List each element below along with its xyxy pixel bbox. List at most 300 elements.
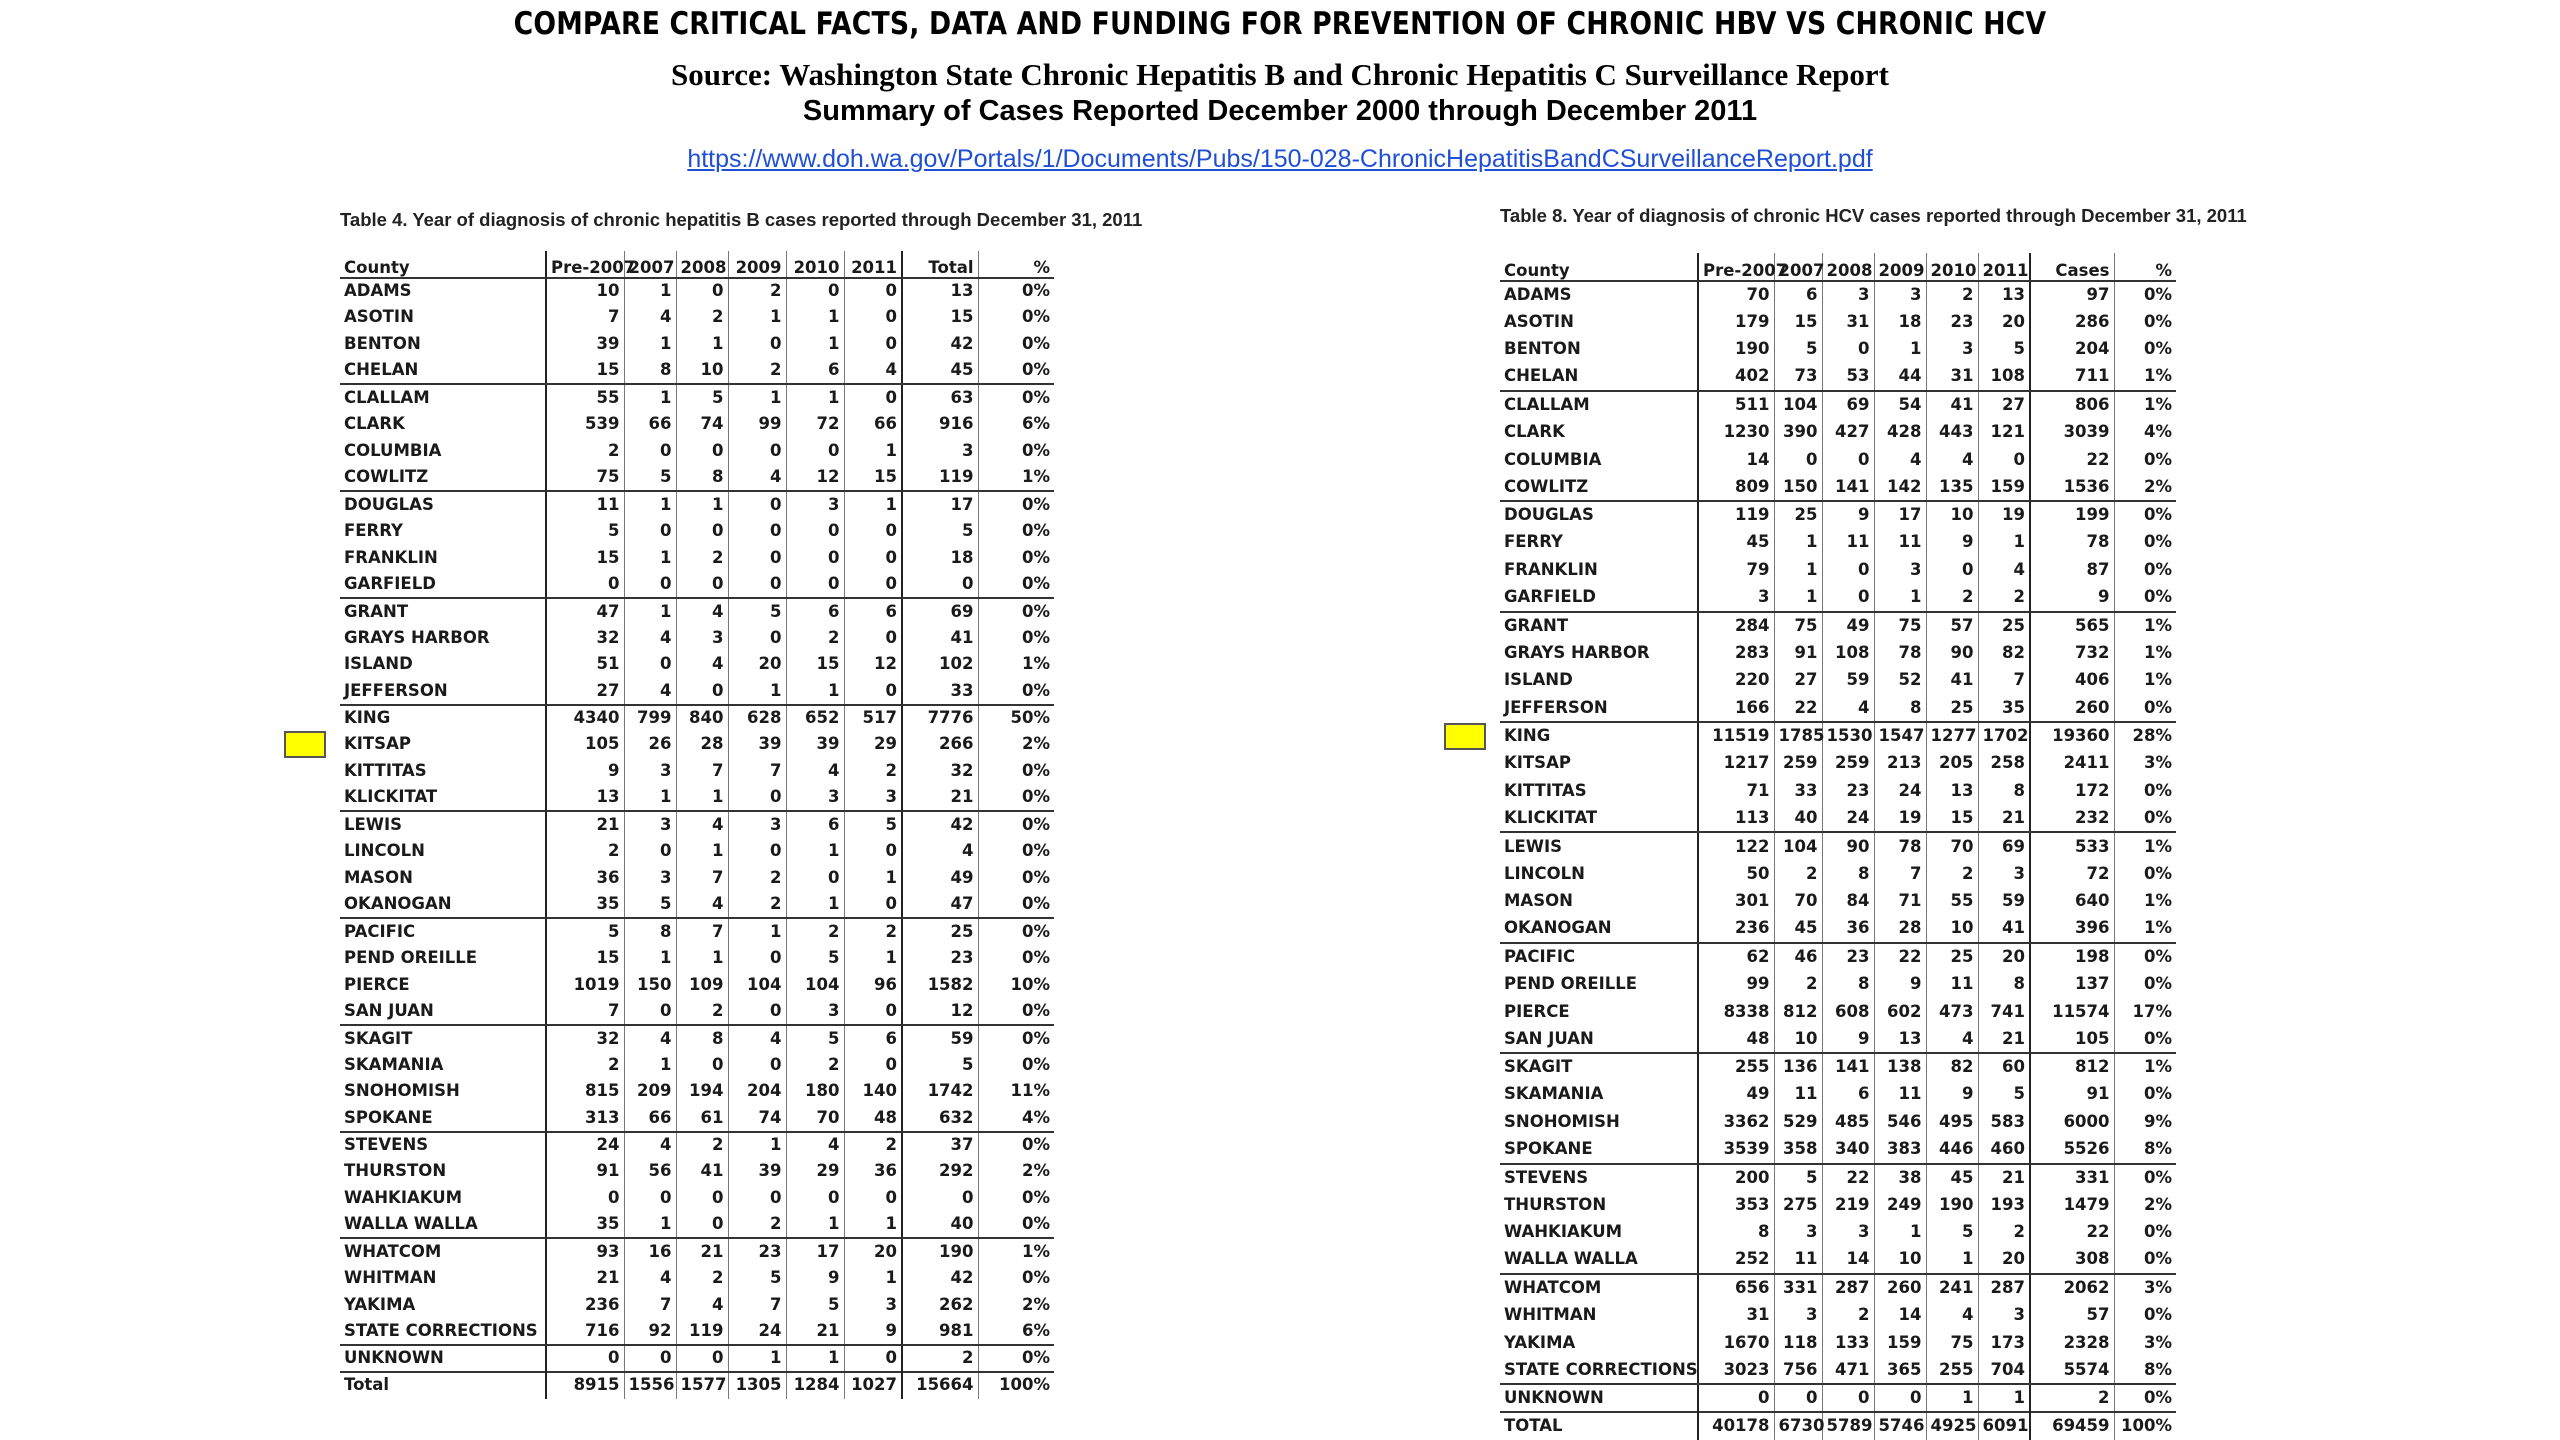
value-cell: 38 bbox=[1874, 1164, 1926, 1192]
value-cell: 96 bbox=[844, 972, 902, 999]
value-cell: 0% bbox=[978, 945, 1054, 972]
table-row bbox=[1500, 584, 2176, 612]
county-name-cell: UNKNOWN bbox=[1504, 1387, 1604, 1407]
value-cell: 1 bbox=[786, 838, 844, 865]
table-row bbox=[340, 838, 1054, 865]
value-cell: 2 bbox=[728, 892, 786, 919]
table-row bbox=[1500, 695, 2176, 723]
value-cell: 142 bbox=[1874, 474, 1926, 502]
value-cell: 0 bbox=[728, 491, 786, 518]
table-row bbox=[1500, 557, 2176, 585]
value-cell: 91 bbox=[546, 1158, 624, 1185]
value-cell: 9 bbox=[1822, 501, 1874, 529]
value-cell: 57 bbox=[1926, 612, 1978, 640]
value-cell: 0% bbox=[978, 278, 1054, 305]
value-cell: 0% bbox=[978, 358, 1054, 385]
value-cell: 0% bbox=[978, 1212, 1054, 1239]
table-row bbox=[1500, 391, 2176, 419]
value-cell: 2 bbox=[2030, 1384, 2114, 1412]
value-cell: 0 bbox=[1822, 1384, 1874, 1412]
value-cell: 0 bbox=[728, 945, 786, 972]
value-cell: 49 bbox=[1822, 612, 1874, 640]
value-cell: 5746 bbox=[1874, 1412, 1926, 1440]
value-cell: 100% bbox=[2114, 1412, 2176, 1440]
value-cell: 22 bbox=[2030, 446, 2114, 474]
county-name-cell: KITTITAS bbox=[1504, 780, 1587, 800]
value-cell: 1702 bbox=[1978, 722, 2030, 750]
county-name-cell: UNKNOWN bbox=[344, 1348, 444, 1368]
table-row bbox=[340, 785, 1054, 812]
value-cell: 812 bbox=[1774, 998, 1822, 1026]
value-cell: 249 bbox=[1874, 1191, 1926, 1219]
value-cell: 35 bbox=[1978, 695, 2030, 723]
value-cell: 209 bbox=[624, 1078, 676, 1105]
value-cell: 173 bbox=[1978, 1329, 2030, 1357]
value-cell: 69459 bbox=[2030, 1412, 2114, 1440]
value-cell: 4 bbox=[1926, 446, 1978, 474]
table-row bbox=[340, 1319, 1054, 1346]
table-row bbox=[340, 1345, 1054, 1372]
county-name-cell: FERRY bbox=[344, 520, 403, 540]
value-cell: 104 bbox=[1774, 832, 1822, 860]
value-cell: 406 bbox=[2030, 667, 2114, 695]
value-cell: 0 bbox=[1822, 446, 1874, 474]
value-cell: 711 bbox=[2030, 363, 2114, 391]
value-cell: 5 bbox=[624, 465, 676, 492]
value-cell: 1785 bbox=[1774, 722, 1822, 750]
value-cell: 5 bbox=[676, 384, 728, 411]
value-cell: 0 bbox=[1774, 1384, 1822, 1412]
column-header: 2009 bbox=[728, 251, 786, 278]
value-cell: 66 bbox=[624, 1105, 676, 1132]
value-cell: 0 bbox=[786, 518, 844, 545]
value-cell: 2 bbox=[1978, 584, 2030, 612]
value-cell: 36 bbox=[844, 1158, 902, 1185]
value-cell: 172 bbox=[2030, 777, 2114, 805]
value-cell: 8 bbox=[676, 1025, 728, 1052]
value-cell: 3 bbox=[786, 998, 844, 1025]
value-cell: 529 bbox=[1774, 1108, 1822, 1136]
value-cell: 0 bbox=[728, 545, 786, 572]
county-name-cell: YAKIMA bbox=[344, 1294, 416, 1314]
value-cell: 0 bbox=[786, 571, 844, 598]
county-name-cell: PEND OREILLE bbox=[1504, 973, 1638, 993]
county-name-cell: COWLITZ bbox=[1500, 474, 1698, 502]
value-cell: 704 bbox=[1978, 1357, 2030, 1385]
value-cell: 286 bbox=[2030, 308, 2114, 336]
value-cell: 61 bbox=[676, 1105, 728, 1132]
value-cell: 640 bbox=[2030, 888, 2114, 916]
value-cell: 104 bbox=[728, 972, 786, 999]
value-cell: 0% bbox=[978, 304, 1054, 331]
value-cell: 3 bbox=[1874, 557, 1926, 585]
value-cell: 36 bbox=[546, 865, 624, 892]
value-cell: 0% bbox=[2114, 529, 2176, 557]
value-cell: 4 bbox=[624, 304, 676, 331]
value-cell: 75 bbox=[1774, 612, 1822, 640]
county-name-cell: KING bbox=[344, 708, 391, 728]
value-cell: 10 bbox=[1926, 915, 1978, 943]
value-cell: 19360 bbox=[2030, 722, 2114, 750]
county-name-cell: CLALLAM bbox=[344, 388, 430, 408]
value-cell: 166 bbox=[1698, 695, 1774, 723]
value-cell: 19 bbox=[1978, 501, 2030, 529]
county-name-cell: ADAMS bbox=[344, 281, 412, 301]
value-cell: 4% bbox=[978, 1105, 1054, 1132]
value-cell: 331 bbox=[1774, 1274, 1822, 1302]
report-link[interactable]: https://www.doh.wa.gov/Portals/1/Documents/Pubs/150-028-ChronicHepatitisBandCSurveillanceReport.pdf bbox=[687, 145, 1873, 173]
value-cell: 39 bbox=[786, 731, 844, 758]
value-cell: 2% bbox=[2114, 474, 2176, 502]
value-cell: 24 bbox=[546, 1132, 624, 1159]
county-name-cell: THURSTON bbox=[344, 1161, 447, 1181]
value-cell: 48 bbox=[844, 1105, 902, 1132]
value-cell: 0 bbox=[728, 998, 786, 1025]
value-cell: 1 bbox=[728, 678, 786, 705]
value-cell: 190 bbox=[1926, 1191, 1978, 1219]
table-row bbox=[340, 1025, 1054, 1052]
county-name-cell: LINCOLN bbox=[344, 841, 425, 861]
table-row bbox=[340, 678, 1054, 705]
value-cell: 4 bbox=[1926, 1302, 1978, 1330]
value-cell: 22 bbox=[1874, 943, 1926, 971]
value-cell: 29 bbox=[844, 731, 902, 758]
value-cell: 6 bbox=[844, 598, 902, 625]
value-cell: 1% bbox=[2114, 832, 2176, 860]
value-cell: 259 bbox=[1774, 750, 1822, 778]
value-cell: 4 bbox=[1926, 1026, 1978, 1054]
value-cell: 4 bbox=[676, 811, 728, 838]
value-cell: 3 bbox=[1698, 584, 1774, 612]
value-cell: 1530 bbox=[1822, 722, 1874, 750]
county-name-cell: COWLITZ bbox=[340, 465, 546, 492]
value-cell: 49 bbox=[902, 865, 978, 892]
county-name-cell: GARFIELD bbox=[1500, 584, 1698, 612]
value-cell: 981 bbox=[902, 1319, 978, 1346]
value-cell: 3 bbox=[786, 491, 844, 518]
county-name-cell: STATE CORRECTIONS bbox=[340, 1319, 546, 1346]
value-cell: 11 bbox=[1822, 529, 1874, 557]
value-cell: 4 bbox=[1874, 446, 1926, 474]
value-cell: 8 bbox=[1978, 970, 2030, 998]
value-cell: 150 bbox=[624, 972, 676, 999]
table-row bbox=[1500, 943, 2176, 971]
value-cell: 0 bbox=[728, 571, 786, 598]
value-cell: 91 bbox=[1774, 639, 1822, 667]
source-line: Source: Washington State Chronic Hepatitis B and Chronic Hepatitis C Surveillance Report bbox=[671, 57, 1889, 92]
value-cell: 4 bbox=[676, 1292, 728, 1319]
value-cell: 66 bbox=[624, 411, 676, 438]
value-cell: 50 bbox=[1698, 860, 1774, 888]
value-cell: 5 bbox=[786, 1025, 844, 1052]
value-cell: 9 bbox=[1822, 1026, 1874, 1054]
value-cell: 1577 bbox=[676, 1372, 728, 1399]
county-name-cell: STEVENS bbox=[344, 1135, 429, 1155]
value-cell: 0 bbox=[676, 571, 728, 598]
value-cell: 0 bbox=[624, 651, 676, 678]
value-cell: 0 bbox=[786, 865, 844, 892]
value-cell: 12 bbox=[902, 998, 978, 1025]
value-cell: 28 bbox=[676, 731, 728, 758]
value-cell: 60 bbox=[1978, 1053, 2030, 1081]
value-cell: 2 bbox=[1978, 1219, 2030, 1247]
value-cell: 308 bbox=[2030, 1246, 2114, 1274]
value-cell: 15 bbox=[902, 304, 978, 331]
value-cell: 19 bbox=[1874, 805, 1926, 833]
value-cell: 0 bbox=[728, 838, 786, 865]
value-cell: 9 bbox=[1926, 1081, 1978, 1109]
value-cell: 0 bbox=[728, 625, 786, 652]
value-cell: 0 bbox=[728, 438, 786, 465]
value-cell: 8 bbox=[676, 465, 728, 492]
column-header: 2009 bbox=[1874, 253, 1926, 281]
value-cell: 0% bbox=[978, 625, 1054, 652]
value-cell: 59 bbox=[1978, 888, 2030, 916]
value-cell: 11519 bbox=[1698, 722, 1774, 750]
table-row bbox=[340, 731, 1054, 758]
value-cell: 3 bbox=[1822, 1219, 1874, 1247]
county-name-cell: PEND OREILLE bbox=[344, 947, 478, 967]
value-cell: 55 bbox=[1926, 888, 1978, 916]
value-cell: 446 bbox=[1926, 1136, 1978, 1164]
value-cell: 23 bbox=[1822, 777, 1874, 805]
value-cell: 90 bbox=[1926, 639, 1978, 667]
value-cell: 0 bbox=[844, 304, 902, 331]
value-cell: 1 bbox=[624, 491, 676, 518]
table-header-row bbox=[340, 251, 1054, 278]
value-cell: 0 bbox=[844, 545, 902, 572]
value-cell: 4 bbox=[676, 651, 728, 678]
value-cell: 0 bbox=[844, 892, 902, 919]
value-cell: 799 bbox=[624, 705, 676, 732]
value-cell: 50% bbox=[978, 705, 1054, 732]
value-cell: 602 bbox=[1874, 998, 1926, 1026]
value-cell: 0 bbox=[676, 278, 728, 305]
value-cell: 119 bbox=[1698, 501, 1774, 529]
table-row bbox=[1500, 832, 2176, 860]
value-cell: 1 bbox=[1874, 584, 1926, 612]
value-cell: 232 bbox=[2030, 805, 2114, 833]
value-cell: 0 bbox=[1774, 446, 1822, 474]
value-cell: 259 bbox=[1822, 750, 1874, 778]
value-cell: 37 bbox=[902, 1132, 978, 1159]
value-cell: 4% bbox=[2114, 419, 2176, 447]
value-cell: 17 bbox=[786, 1238, 844, 1265]
column-header: Total bbox=[902, 251, 978, 278]
value-cell: 3 bbox=[728, 811, 786, 838]
value-cell: 9% bbox=[2114, 1108, 2176, 1136]
value-cell: 205 bbox=[1926, 750, 1978, 778]
value-cell: 495 bbox=[1926, 1108, 1978, 1136]
value-cell: 31 bbox=[1698, 1302, 1774, 1330]
value-cell: 40 bbox=[902, 1212, 978, 1239]
table-row bbox=[1500, 1357, 2176, 1385]
value-cell: 20 bbox=[728, 651, 786, 678]
value-cell: 511 bbox=[1698, 391, 1774, 419]
value-cell: 7 bbox=[676, 918, 728, 945]
value-cell: 48 bbox=[1698, 1026, 1774, 1054]
value-cell: 2 bbox=[1774, 970, 1822, 998]
value-cell: 260 bbox=[2030, 695, 2114, 723]
value-cell: 140 bbox=[844, 1078, 902, 1105]
value-cell: 23 bbox=[1926, 308, 1978, 336]
table-row bbox=[1500, 639, 2176, 667]
table-row bbox=[340, 1265, 1054, 1292]
value-cell: 236 bbox=[546, 1292, 624, 1319]
value-cell: 266 bbox=[902, 731, 978, 758]
value-cell: 141 bbox=[1822, 1053, 1874, 1081]
county-name-cell: GRAYS HARBOR bbox=[344, 627, 490, 647]
value-cell: 0% bbox=[978, 571, 1054, 598]
value-cell: 20 bbox=[1978, 943, 2030, 971]
county-name-cell: SKAMANIA bbox=[344, 1054, 444, 1074]
value-cell: 135 bbox=[1926, 474, 1978, 502]
value-cell: 1284 bbox=[786, 1372, 844, 1399]
value-cell: 15 bbox=[546, 545, 624, 572]
value-cell: 5 bbox=[786, 945, 844, 972]
county-name-cell: KITSAP bbox=[1504, 753, 1571, 773]
table-row bbox=[340, 491, 1054, 518]
value-cell: 3 bbox=[1978, 1302, 2030, 1330]
county-name-cell: SKAGIT bbox=[1504, 1057, 1573, 1077]
value-cell: 33 bbox=[902, 678, 978, 705]
value-cell: 59 bbox=[902, 1025, 978, 1052]
value-cell: 0% bbox=[978, 491, 1054, 518]
value-cell: 17% bbox=[2114, 998, 2176, 1026]
value-cell: 0 bbox=[624, 571, 676, 598]
value-cell: 49 bbox=[1698, 1081, 1774, 1109]
county-name-cell: ISLAND bbox=[1504, 670, 1573, 690]
value-cell: 3 bbox=[676, 625, 728, 652]
value-cell: 99 bbox=[1698, 970, 1774, 998]
county-name-cell: OKANOGAN bbox=[1500, 915, 1698, 943]
county-name-cell: WAHKIAKUM bbox=[344, 1188, 463, 1208]
value-cell: 41 bbox=[1926, 391, 1978, 419]
value-cell: 69 bbox=[1822, 391, 1874, 419]
value-cell: 193 bbox=[1978, 1191, 2030, 1219]
value-cell: 2 bbox=[676, 1265, 728, 1292]
value-cell: 756 bbox=[1774, 1357, 1822, 1385]
value-cell: 2 bbox=[728, 1212, 786, 1239]
value-cell: 5 bbox=[546, 918, 624, 945]
summary-line: Summary of Cases Reported December 2000 through December 2011 bbox=[802, 95, 1758, 127]
value-cell: 1% bbox=[2114, 612, 2176, 640]
value-cell: 1 bbox=[624, 1212, 676, 1239]
county-name-cell: SPOKANE bbox=[1500, 1136, 1698, 1164]
table-row bbox=[340, 1212, 1054, 1239]
value-cell: 5 bbox=[1978, 336, 2030, 364]
value-cell: 15 bbox=[786, 651, 844, 678]
value-cell: 71 bbox=[1874, 888, 1926, 916]
table-row bbox=[1500, 1384, 2176, 1412]
value-cell: 194 bbox=[676, 1078, 728, 1105]
value-cell: 301 bbox=[1698, 888, 1774, 916]
county-name-cell: STEVENS bbox=[1504, 1167, 1589, 1187]
column-header: 2007 bbox=[1774, 253, 1822, 281]
value-cell: 82 bbox=[1926, 1053, 1978, 1081]
table-row bbox=[1500, 281, 2176, 309]
table-row bbox=[340, 1078, 1054, 1105]
value-cell: 0% bbox=[978, 998, 1054, 1025]
value-cell: 42 bbox=[902, 1265, 978, 1292]
value-cell: 0% bbox=[978, 1052, 1054, 1079]
value-cell: 15 bbox=[1774, 308, 1822, 336]
value-cell: 41 bbox=[1926, 667, 1978, 695]
value-cell: 31 bbox=[1822, 308, 1874, 336]
county-name-cell: WALLA WALLA bbox=[340, 1212, 546, 1239]
value-cell: 31 bbox=[1926, 363, 1978, 391]
value-cell: 79 bbox=[1698, 557, 1774, 585]
value-cell: 1 bbox=[1978, 1384, 2030, 1412]
value-cell: 200 bbox=[1698, 1164, 1774, 1192]
value-cell: 0% bbox=[978, 598, 1054, 625]
county-name-cell: ASOTIN bbox=[1504, 311, 1574, 331]
value-cell: 179 bbox=[1698, 308, 1774, 336]
table-header-row bbox=[1500, 253, 2176, 281]
value-cell: 75 bbox=[1926, 1329, 1978, 1357]
value-cell: 69 bbox=[1978, 832, 2030, 860]
value-cell: 40 bbox=[1774, 805, 1822, 833]
value-cell: 1% bbox=[2114, 1053, 2176, 1081]
value-cell: 2% bbox=[978, 1292, 1054, 1319]
value-cell: 141 bbox=[1822, 474, 1874, 502]
value-cell: 1 bbox=[624, 545, 676, 572]
value-cell: 0 bbox=[786, 1185, 844, 1212]
table-row bbox=[1500, 501, 2176, 529]
value-cell: 0 bbox=[546, 571, 624, 598]
value-cell: 365 bbox=[1874, 1357, 1926, 1385]
value-cell: 292 bbox=[902, 1158, 978, 1185]
value-cell: 1% bbox=[978, 651, 1054, 678]
value-cell: 104 bbox=[786, 972, 844, 999]
value-cell: 24 bbox=[1874, 777, 1926, 805]
value-cell: 118 bbox=[1774, 1329, 1822, 1357]
table-row bbox=[1500, 888, 2176, 916]
value-cell: 7 bbox=[624, 1292, 676, 1319]
value-cell: 42 bbox=[902, 331, 978, 358]
value-cell: 14 bbox=[1698, 446, 1774, 474]
county-name-cell: COLUMBIA bbox=[344, 440, 442, 460]
value-cell: 1% bbox=[2114, 639, 2176, 667]
value-cell: 0% bbox=[2114, 1219, 2176, 1247]
value-cell: 45 bbox=[1926, 1164, 1978, 1192]
value-cell: 3 bbox=[624, 865, 676, 892]
value-cell: 0 bbox=[902, 571, 978, 598]
column-header: 2007 bbox=[624, 251, 676, 278]
value-cell: 0% bbox=[978, 384, 1054, 411]
value-cell: 0 bbox=[624, 1185, 676, 1212]
value-cell: 93 bbox=[546, 1238, 624, 1265]
table-row bbox=[1500, 1136, 2176, 1164]
value-cell: 20 bbox=[1978, 1246, 2030, 1274]
table-row bbox=[1500, 308, 2176, 336]
value-cell: 0 bbox=[844, 278, 902, 305]
column-header: 2011 bbox=[1978, 253, 2030, 281]
value-cell: 0 bbox=[624, 1345, 676, 1372]
value-cell: 809 bbox=[1698, 474, 1774, 502]
value-cell: 2062 bbox=[2030, 1274, 2114, 1302]
value-cell: 97 bbox=[2030, 281, 2114, 309]
value-cell: 219 bbox=[1822, 1191, 1874, 1219]
value-cell: 1 bbox=[728, 1132, 786, 1159]
value-cell: 1547 bbox=[1874, 722, 1926, 750]
value-cell: 0 bbox=[786, 438, 844, 465]
value-cell: 0 bbox=[728, 1185, 786, 1212]
value-cell: 15 bbox=[546, 358, 624, 385]
value-cell: 45 bbox=[1774, 915, 1822, 943]
value-cell: 71 bbox=[1698, 777, 1774, 805]
table-row bbox=[1500, 1081, 2176, 1109]
